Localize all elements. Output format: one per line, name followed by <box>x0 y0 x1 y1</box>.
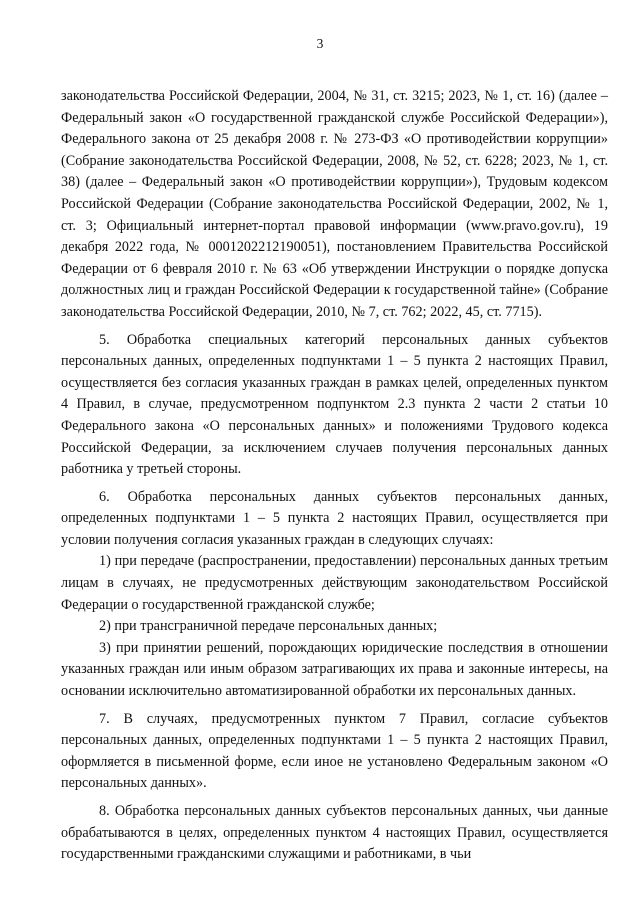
subitem-6-2: 2) при трансграничной передаче персональных данных; <box>99 618 438 635</box>
paragraph-item-6: 6. Обработка персональных данных субъектов персональных данных, определенных подпунктами 1 – 5 пункта 2 настоящих Правил, осуществляется при условии получения согласия указанных граждан в следующих случаях: <box>61 488 608 548</box>
paragraph-item-7: 7. В случаях, предусмотренных пунктом 7 Правил, согласие субъектов персональных данных, определенных подпунктами 1 – 5 пункта 2 настоящих Правил, оформляется в письменной форме, если иное не установлено Федеральным законом «О персональных данных». <box>61 710 608 792</box>
paragraph-item-8: 8. Обработка персональных данных субъектов персональных данных, чьи данные обрабатываются в целях, определенных пунктом 4 настоящих Правил, осуществляется государственными гражданскими служащими и работниками, в чьи <box>61 803 608 863</box>
subitem-6-1: 1) при передаче (распространении, предоставлении) персональных данных третьим лицам в случаях, не предусмотренных действующим законодательством Российской Федерации о государственной гражданской службе; <box>61 553 608 613</box>
subitem-6-3: 3) при принятии решений, порождающих юридические последствия в отношении указанных граждан или иным образом затрагивающих их права и законные интересы, на основании исключительно автоматизированной обработки их персональных данных. <box>61 639 608 700</box>
paragraph-continuation: законодательства Российской Федерации, 2004, № 31, ст. 3215; 2023, № 1, ст. 16) (далее – Федеральный закон «О государственной гражданской службе Российской Федерации»), Федерального закона от 25 декабря 2008 г. № 273-ФЗ «О противодействии коррупции» (Собрание законодательства Российской Федерации, 2008, № 52, ст. 6228; 2023, № 1, ст. 38) (далее – Федеральный закон «О противодействии коррупции»), Трудовым кодексом Российской Федерации (Собрание законодательства Российской Федерации, 2002, № 1, ст. 3; Официальный интернет-портал правовой информации (www.pravo.gov.ru), 19 декабря 2022 года, № 0001202212190051), постановлением Правительства Российской Федерации от 6 февраля 2010 г. № 63 «Об утверждении Инструкции о порядке допуска должностных лиц и граждан Российской Федерации к государственной тайне» (Собрание законодательства Российской Федерации, 2010, № 7, ст. 762; 2022, 45, ст. 7715). <box>61 88 608 320</box>
paragraph-item-5: 5. Обработка специальных категорий персональных данных субъектов персональных данных, определенных подпунктами 1 – 5 пункта 2 настоящих Правил, осуществляется без согласия указанных граждан в рамках целей, определенных пунктом 4 Правил, в случае, предусмотренном подпунктом 2.3 пункта 2 части 2 статьи 10 Федерального закона «О персональных данных» и положениями Трудового кодекса Российской Федерации, за исключением случаев получения персональных данных работника у третьей стороны. <box>61 331 608 478</box>
document-body <box>61 86 608 866</box>
page-number: 3 <box>316 36 324 51</box>
